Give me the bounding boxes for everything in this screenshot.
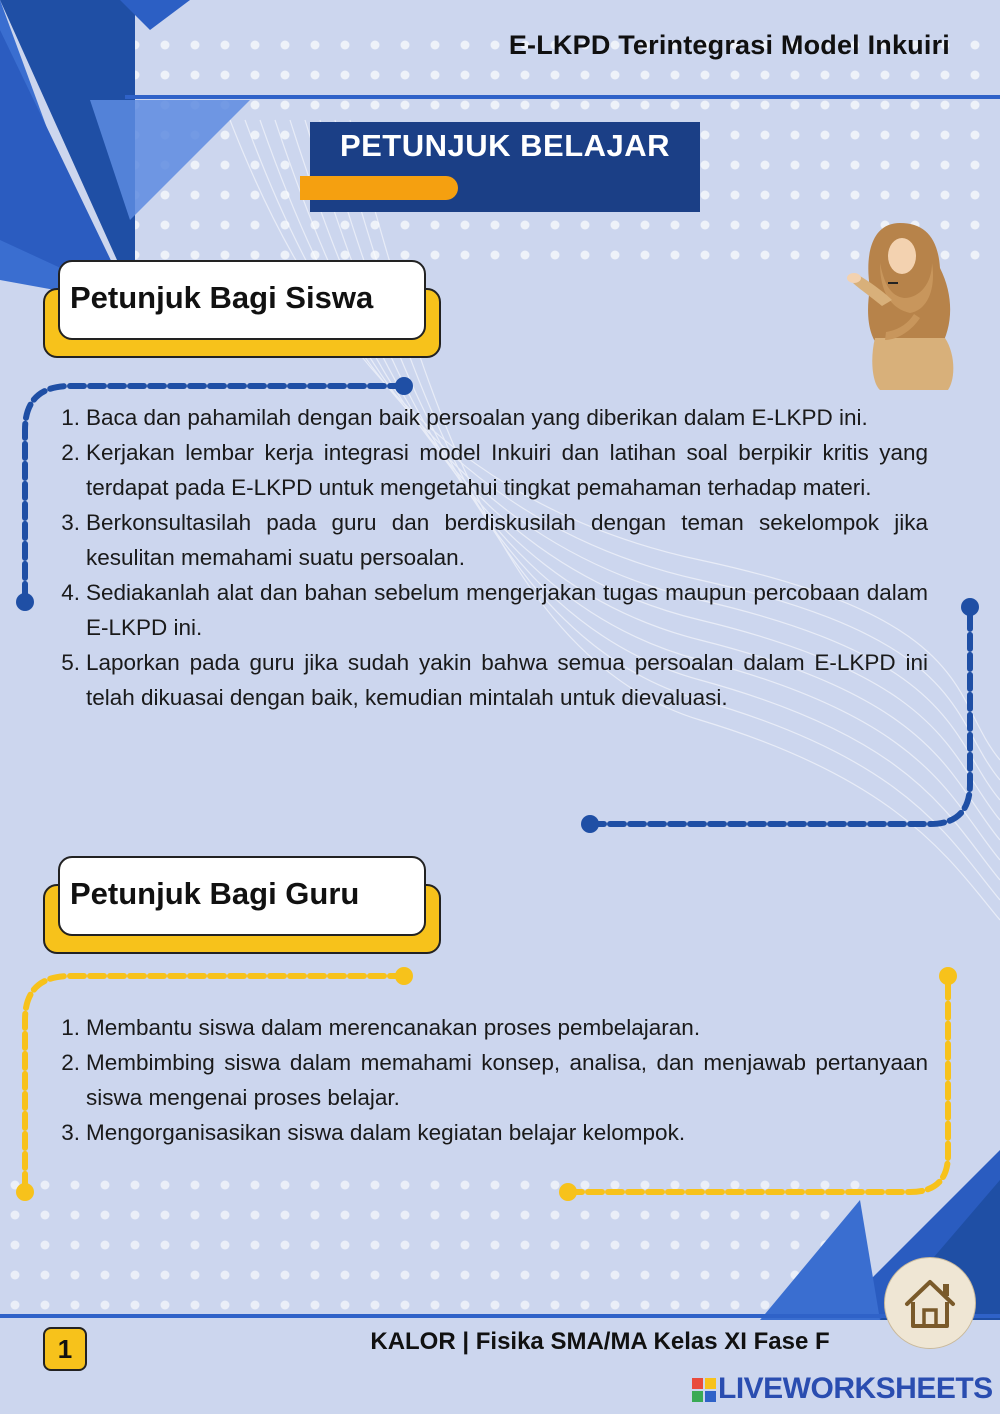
teacher-illustration [840,218,960,393]
footer-text: KALOR | Fisika SMA/MA Kelas XI Fase F [370,1328,830,1355]
list-item [62,505,928,575]
list-item [62,435,928,505]
list-item [62,575,928,645]
list-item-number: 2. [61,1050,80,1075]
liveworksheets-logo-icon [692,1378,716,1402]
list-item-text: Sediakanlah alat dan bahan sebelum mengerjakan tugas maupun percobaan dalam E-LKPD ini. [86,580,928,640]
list-item-text: Mengorganisasikan siswa dalam kegiatan belajar kelompok. [86,1120,686,1145]
list-item-number: 3. [61,1120,80,1145]
banner-title: PETUNJUK BELAJAR [339,128,671,163]
list-item-text: Kerjakan lembar kerja integrasi model Inkuiri dan latihan soal berpikir kritis yang terdapat pada E-LKPD untuk mengetahui tingkat pemahaman terhadap materi. [86,440,928,500]
section-guru-title: Petunjuk Bagi Guru [70,876,360,911]
header-title: E-LKPD Terintegrasi Model Inkuiri [508,30,950,60]
list-item [62,1010,928,1045]
list-item [62,1045,928,1115]
section-siswa-title: Petunjuk Bagi Siswa [70,280,374,315]
guru-instruction-list [62,1010,928,1150]
list-item-text: Membimbing siswa dalam memahami konsep, analisa, dan menjawab pertanyaan siswa mengenai proses belajar. [86,1050,928,1110]
list-item [62,400,928,435]
list-item-number: 2. [61,440,80,465]
liveworksheets-watermark: LIVEWORKSHEETS [718,1372,993,1405]
list-item-number: 5. [61,650,80,675]
banner-accent-bar [300,176,458,200]
list-item-text: Berkonsultasilah pada guru dan berdiskusilah dengan teman sekelompok jika kesulitan memahami suatu persoalan. [86,510,928,570]
list-item-text: Laporkan pada guru jika sudah yakin bahwa semua persoalan dalam E-LKPD ini telah dikuasai dengan baik, kemudian mintalah untuk dievaluasi. [86,650,928,710]
list-item-text: Baca dan pahamilah dengan baik persoalan yang diberikan dalam E-LKPD ini. [86,405,868,430]
list-item-number: 4. [61,580,80,605]
page-number: 1 [43,1327,87,1371]
list-item-text: Membantu siswa dalam merencanakan proses pembelajaran. [86,1015,701,1040]
list-item [62,645,928,715]
siswa-instruction-list [62,400,928,715]
list-item-number: 1. [61,405,80,430]
list-item-number: 3. [61,510,80,535]
list-item [62,1115,928,1150]
list-item-number: 1. [61,1015,80,1040]
